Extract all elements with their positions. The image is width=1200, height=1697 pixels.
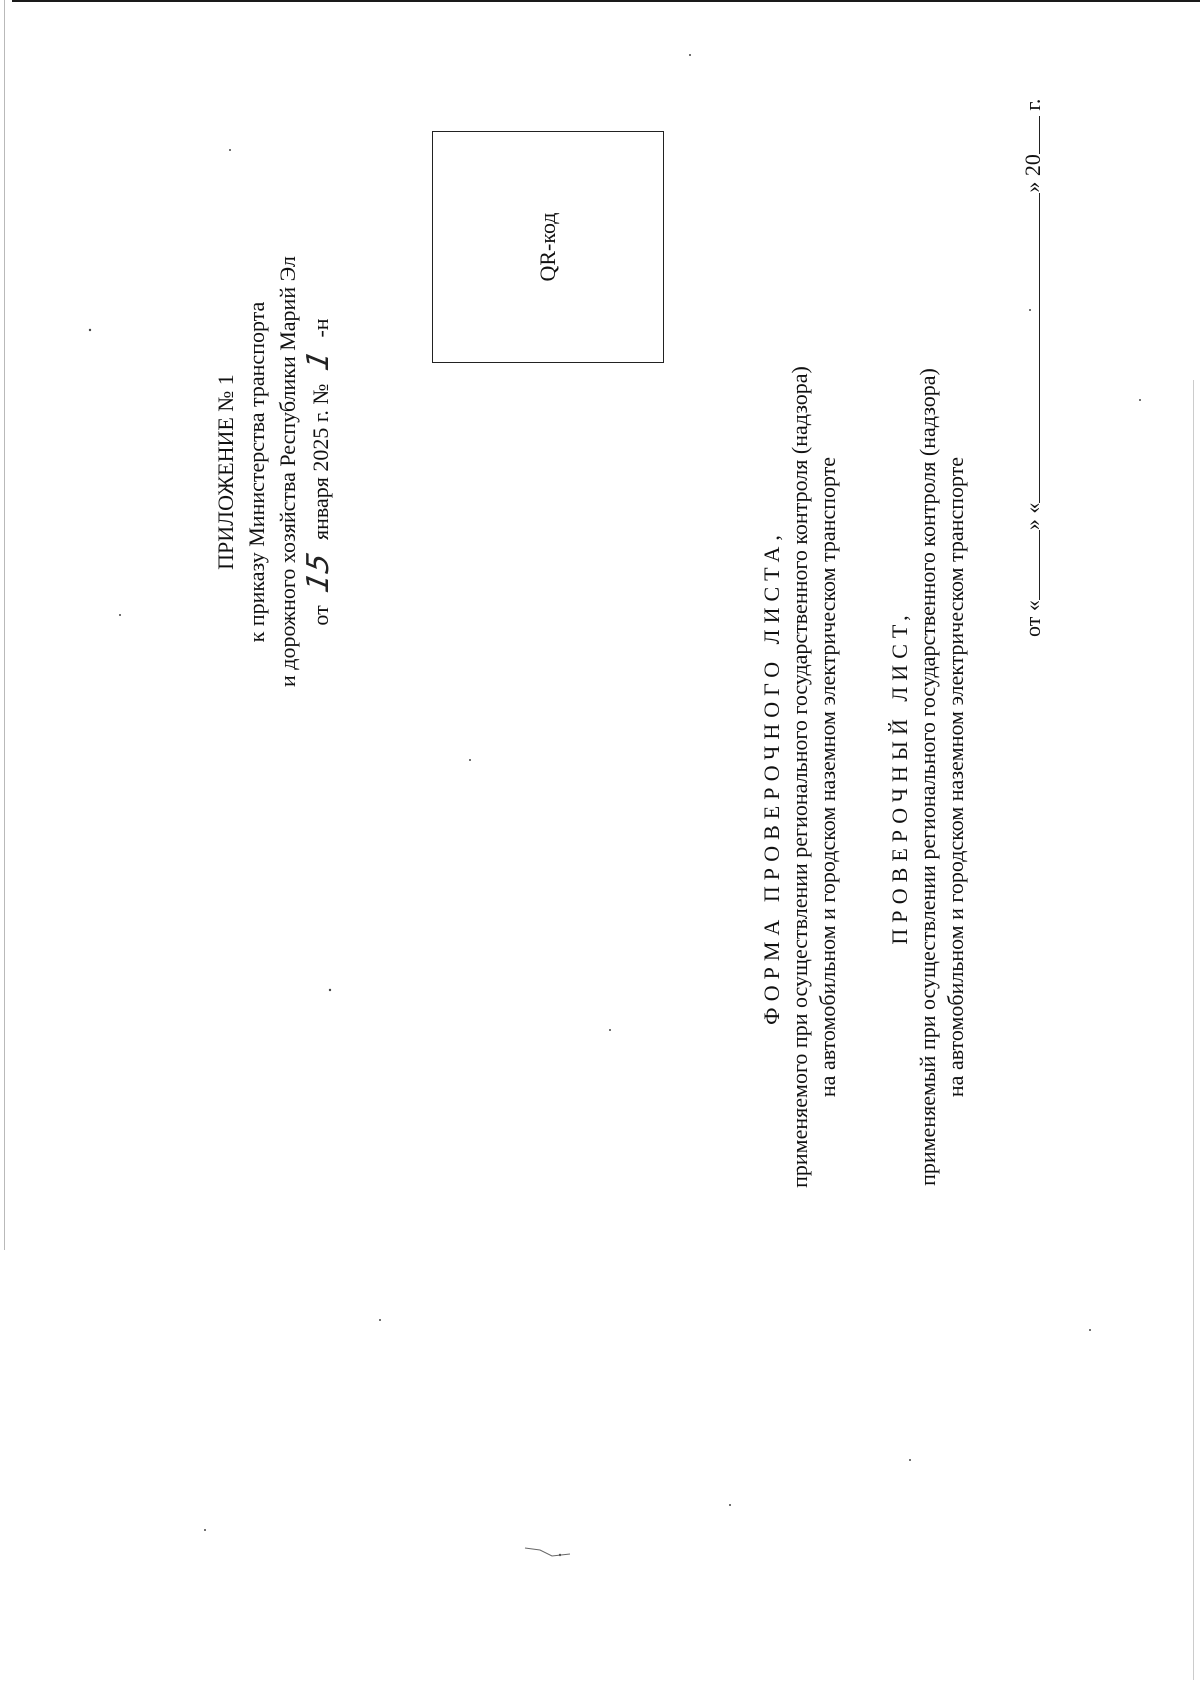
day-blank[interactable] [1021,530,1040,600]
order-date-line [303,257,336,687]
order-line-1: к приказу Министерства транспорта [244,301,269,643]
order-line-2-text: и дорожного хозяйства Республики Марий Эл [275,256,300,687]
form-line-1: применяемого при осуществлении регионального государственного контроля (надзора) [787,366,812,1188]
year-suffix: г. [1020,98,1045,111]
approval-block [210,257,336,687]
year-blank[interactable] [1021,116,1040,154]
handwritten-number: 1 [301,347,336,374]
date-rest: января 2025 г. № [308,383,333,541]
date-mid: » « [1020,502,1045,531]
appendix-title: ПРИЛОЖЕНИЕ № 1 [213,374,238,570]
qr-label: QR-код [535,212,560,282]
handwritten-day: 15 [301,549,336,596]
form-line-2: на автомобильном и городском наземном электрическом транспорте [815,456,840,1098]
fill-date-line [1020,17,1046,637]
month-blank[interactable] [1021,193,1040,503]
form-heading: ФОРМА ПРОВЕРОЧНОГО ЛИСТА, [759,529,784,1025]
checklist-title-block [886,232,970,1322]
qr-code-placeholder [432,131,664,363]
checklist-heading: ПРОВЕРОЧНЫЙ ЛИСТ, [887,609,912,945]
form-title-block [758,232,842,1322]
date-open: от « [1020,600,1045,637]
checklist-line-2: на автомобильном и городском наземном электрическом транспорте [943,456,968,1098]
checklist-line-1: применяемый при осуществлении регионального государственного контроля (надзора) [915,368,940,1186]
date-prefix: от [308,605,333,626]
number-suffix: -н [308,318,333,338]
year-prefix: » 20 [1020,154,1045,193]
order-line-2 [272,257,303,687]
